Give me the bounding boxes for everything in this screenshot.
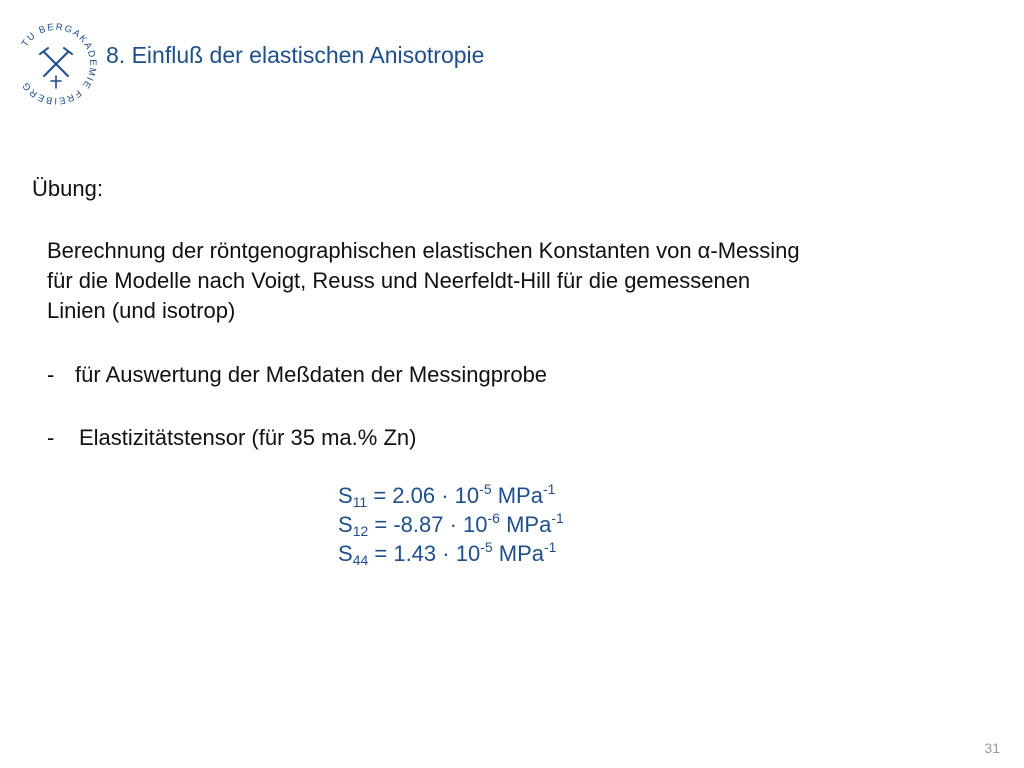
- bullet-item: [47, 362, 547, 388]
- task-description-line: Berechnung der röntgenographischen elastischen Konstanten von α-Messing: [47, 238, 800, 263]
- bullet-text: Elastizitätstensor (für 35 ma.% Zn): [79, 425, 417, 450]
- exercise-label: Übung:: [32, 176, 103, 201]
- task-description: [47, 236, 947, 326]
- task-description-line: für die Modelle nach Voigt, Reuss und Neerfeldt-Hill für die gemessenen: [47, 268, 751, 293]
- equation-exponent: -5: [479, 481, 492, 497]
- bullet-text: für Auswertung der Meßdaten der Messingprobe: [75, 362, 548, 387]
- equation-unit-exponent: -1: [551, 510, 564, 526]
- equation-unit: MPa: [491, 483, 543, 508]
- equation-symbol: S: [338, 512, 353, 537]
- equation-value: = 2.06 · 10: [367, 483, 480, 508]
- page-number: 31: [984, 740, 1000, 756]
- equation-symbol: S: [338, 483, 353, 508]
- equation-s44: [338, 539, 564, 568]
- equation-unit-exponent: -1: [544, 539, 557, 555]
- page-title: 8. Einfluß der elastischen Anisotropie: [106, 42, 485, 68]
- bullet-dash: -: [47, 362, 55, 387]
- equation-subscript: 44: [352, 552, 369, 568]
- equation-unit: MPa: [499, 512, 552, 537]
- equation-unit-exponent: -1: [542, 481, 556, 497]
- equation-subscript: 12: [352, 523, 369, 539]
- compliance-constants: [338, 481, 564, 568]
- task-description-line: Linien (und isotrop): [47, 298, 236, 323]
- equation-exponent: -6: [487, 510, 500, 526]
- equation-s12: [338, 510, 564, 539]
- university-logo: [12, 20, 100, 108]
- equation-exponent: -5: [480, 539, 493, 555]
- bullet-item: [47, 425, 416, 451]
- equation-s11: [338, 481, 564, 510]
- university-seal-icon: [12, 20, 100, 108]
- equation-unit: MPa: [492, 541, 544, 566]
- equation-subscript: 11: [352, 494, 368, 510]
- equation-value: = -8.87 · 10: [368, 512, 488, 537]
- bullet-dash: -: [47, 425, 55, 450]
- equation-symbol: S: [338, 541, 353, 566]
- equation-value: = 1.43 · 10: [368, 541, 481, 566]
- svg-text:TU BERGAKADEMIE FREIBERG: TU BERGAKADEMIE FREIBERG: [19, 21, 99, 107]
